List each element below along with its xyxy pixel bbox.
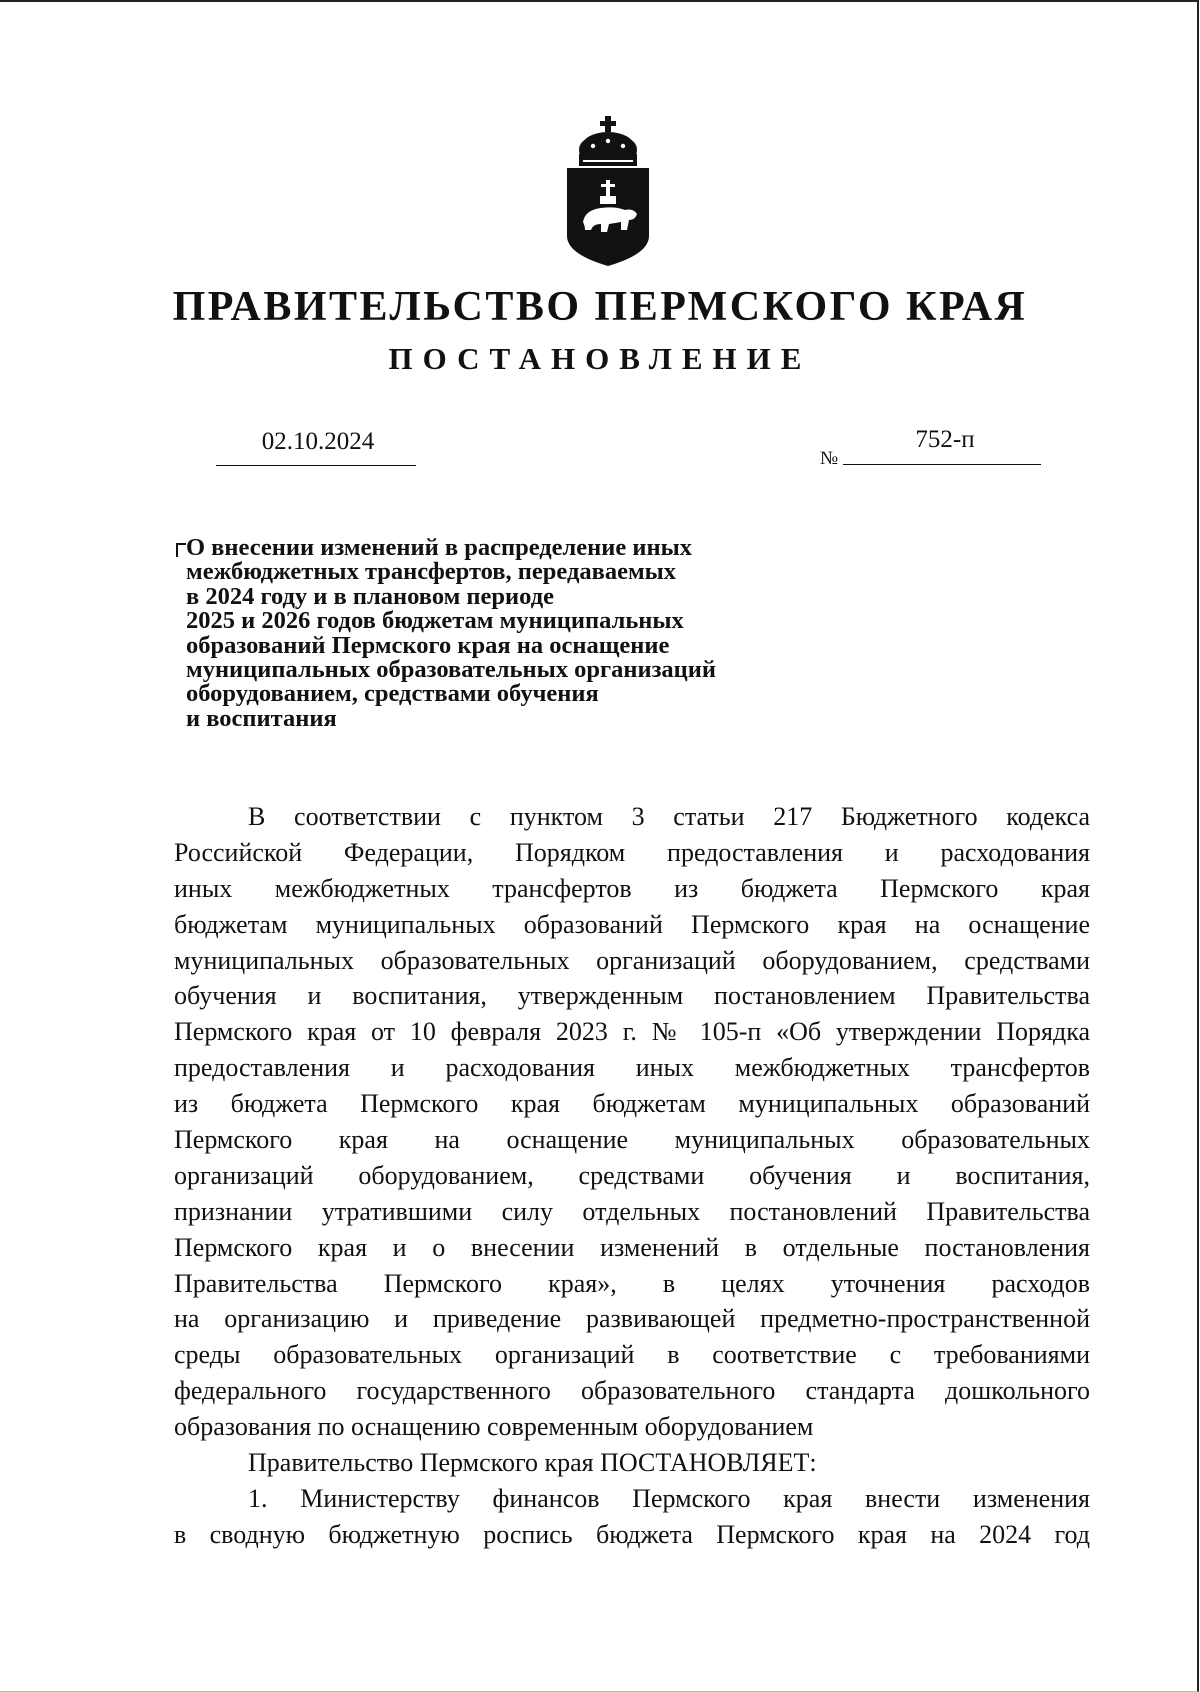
body-line: среды образовательных организаций в соответствие с требованиями [174, 1340, 1090, 1370]
body-line: бюджетам муниципальных образований Пермского края на оснащение [174, 909, 1090, 939]
body-line: федерального государственного образовательного стандарта дошкольного [174, 1376, 1090, 1406]
body-line: 1. Министерству финансов Пермского края внести изменения [248, 1483, 1090, 1513]
body-line: Правительства Пермского края», в целях уточнения расходов [174, 1268, 1090, 1298]
document-type: ПОСТАНОВЛЕНИЕ [388, 341, 812, 376]
body-line: Пермского края и о внесении изменений в отдельные постановления [174, 1232, 1090, 1262]
body-line: в сводную бюджетную роспись бюджета Пермского края на 2024 год [174, 1519, 1090, 1549]
title-line: 2025 и 2026 годов бюджетам муниципальных [186, 607, 684, 635]
title-line: оборудованием, средствами обучения [186, 680, 599, 708]
document-date: 02.10.2024 [261, 428, 375, 455]
date-underline [216, 465, 416, 466]
body-line: Пермского края на оснащение муниципальных образовательных [174, 1125, 1090, 1155]
resolution-line: Правительство Пермского края ПОСТАНОВЛЯЕТ: [248, 1448, 817, 1478]
title-line: межбюджетных трансфертов, передаваемых [186, 558, 677, 586]
document-number: 752-п [915, 426, 975, 453]
title-corner-mark [176, 543, 186, 557]
title-line: муниципальных образовательных организаций [186, 656, 717, 684]
body-line: Российской Федерации, Порядком предоставления и расходования [174, 837, 1090, 867]
number-sign: № [820, 448, 839, 469]
body-line: признании утратившими силу отдельных постановлений Правительства [174, 1196, 1090, 1226]
body-line: обучения и воспитания, утвержденным постановлением Правительства [174, 981, 1090, 1011]
number-underline [843, 464, 1041, 465]
body-line: из бюджета Пермского края бюджетам муниципальных образований [174, 1089, 1090, 1119]
body-line: муниципальных образовательных организаций оборудованием, средствами [174, 945, 1090, 975]
document-title [186, 536, 826, 731]
title-line: образований Пермского края на оснащение [186, 631, 670, 659]
body-line: Пермского края от 10 февраля 2023 г. № 105-п «Об утверждении Порядка [174, 1017, 1090, 1047]
title-line: в 2024 году и в плановом периоде [186, 582, 554, 610]
body-text [174, 799, 1090, 1553]
title-line: О внесении изменений в распределение иных [186, 534, 692, 561]
body-line: организаций оборудованием, средствами обучения и воспитания, [174, 1160, 1090, 1190]
government-title: ПРАВИТЕЛЬСТВО ПЕРМСКОГО КРАЯ [172, 284, 1028, 330]
body-line: образования по оснащению современным оборудованием [174, 1412, 814, 1442]
perm-krai-coat-of-arms-icon [563, 116, 653, 266]
body-line: на организацию и приведение развивающей предметно-пространственной [174, 1304, 1090, 1334]
title-line: и воспитания [186, 704, 337, 732]
body-line: предоставления и расходования иных межбюджетных трансфертов [174, 1053, 1090, 1083]
body-line: иных межбюджетных трансфертов из бюджета Пермского края [174, 873, 1090, 903]
body-line: В соответствии с пунктом 3 статьи 217 Бюджетного кодекса [248, 802, 1090, 831]
